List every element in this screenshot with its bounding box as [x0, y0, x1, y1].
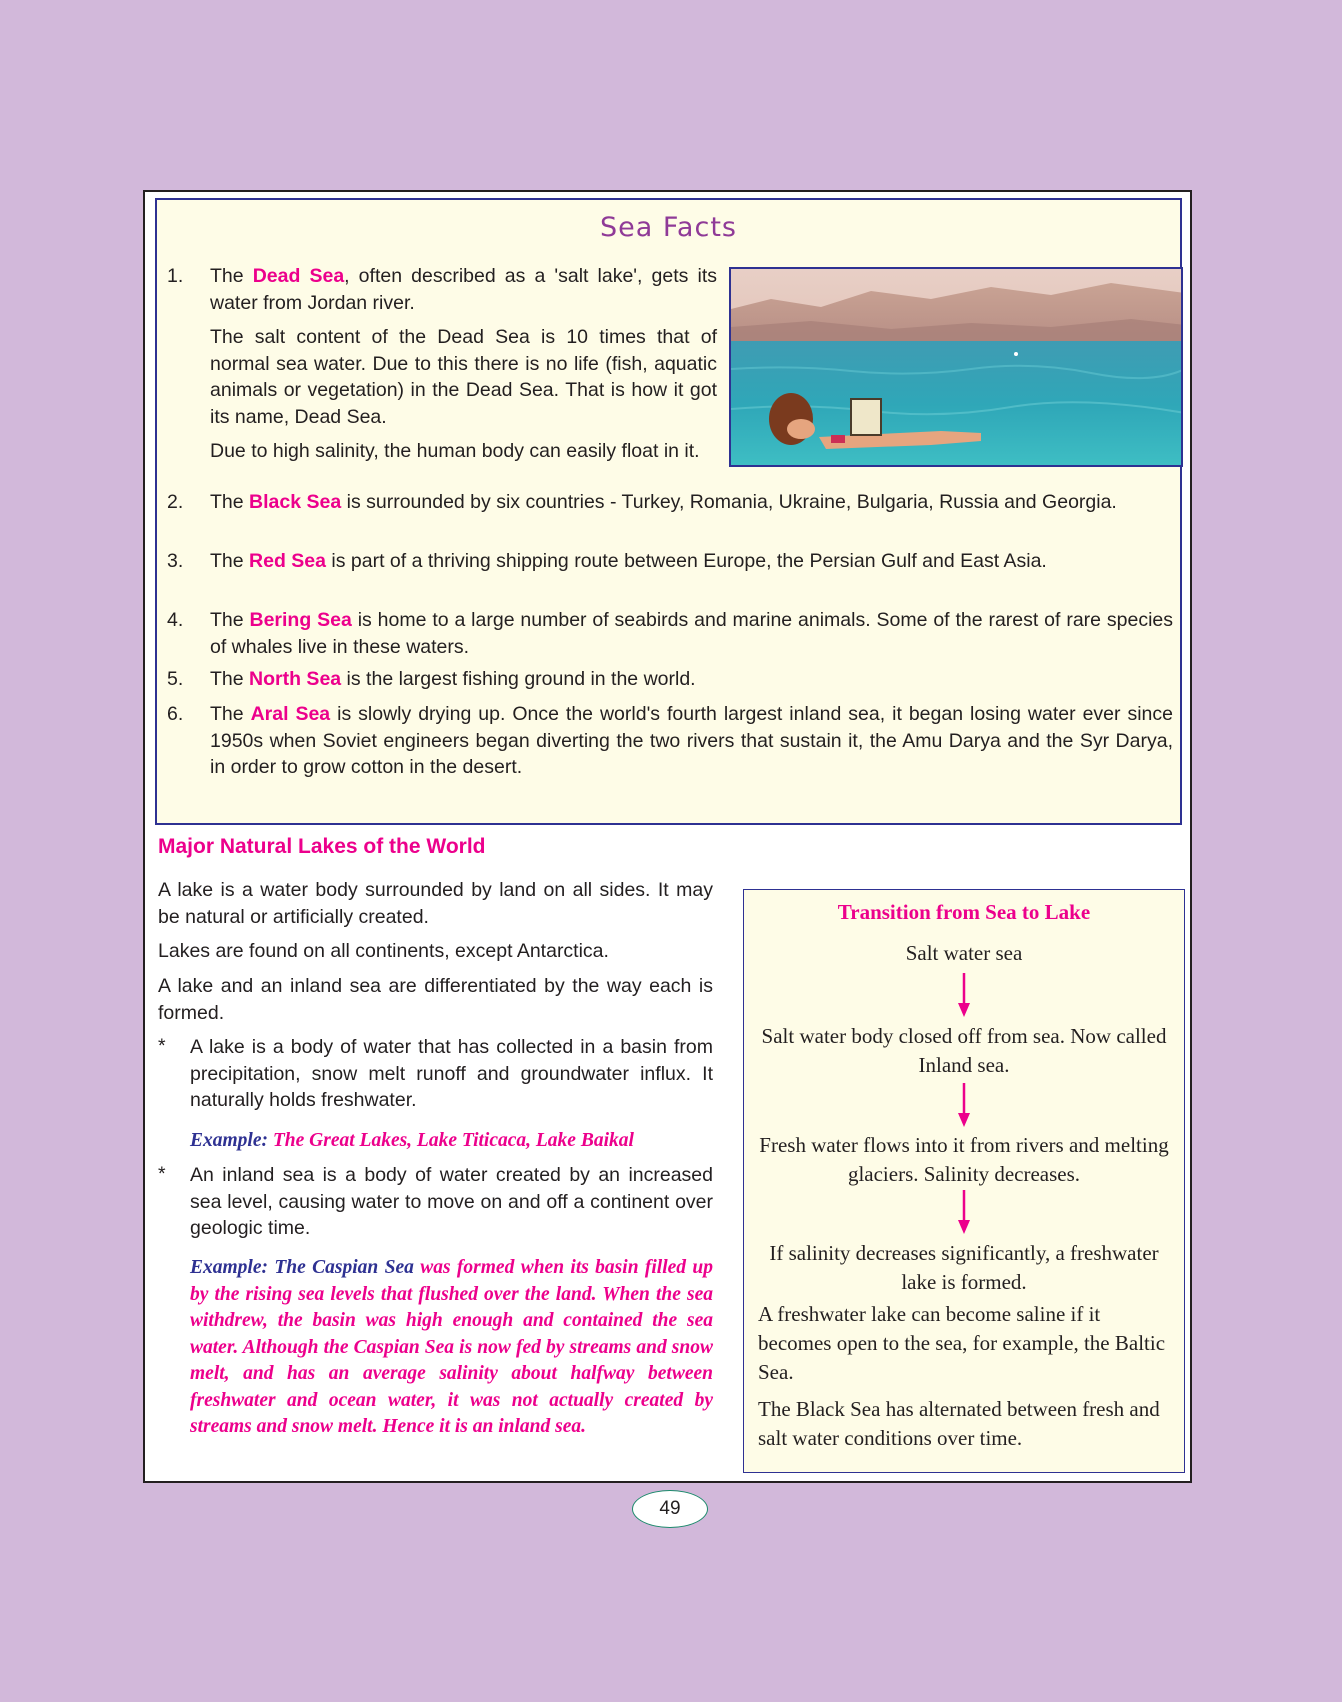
transition-note-1: A freshwater lake can become saline if it becomes open to the sea, for example, the Baltic Sea.	[758, 1302, 1166, 1384]
lakes-heading: Major Natural Lakes of the World	[158, 835, 486, 858]
lakes-paragraph: Lakes are found on all continents, except Antarctica.	[158, 940, 609, 962]
fact-number: 5.	[167, 668, 184, 690]
fact-number: 3.	[167, 550, 184, 572]
inland-sea-example	[190, 1255, 713, 1441]
inland-sea-definition-bullet: An inland sea is a body of water created by an increased sea level, causing water to move on and off a continent over geologic time.	[190, 1164, 713, 1239]
fact-post: is surrounded by six countries - Turkey, Romania, Ukraine, Bulgaria, Russia and Georgia.	[341, 491, 1117, 513]
fact-pre: The	[210, 265, 253, 287]
example-label: Example	[190, 1130, 262, 1151]
transition-box	[743, 889, 1185, 1473]
example-label: Example	[190, 1257, 262, 1278]
sea-name-highlight: Dead Sea	[252, 265, 345, 287]
fact-text	[210, 489, 1173, 516]
fact-number: 4.	[167, 609, 184, 631]
fact-pre: The	[210, 668, 250, 690]
page-number: 49	[632, 1490, 708, 1528]
arrow-down-icon	[956, 1190, 972, 1234]
fact-paragraph: The salt content of the Dead Sea is 10 times that of normal sea water. Due to this there is no life (fish, aquatic animals or vegetation) in the Dead Sea. That is how it got its name, Dead Sea.	[210, 326, 717, 428]
arrow-down-icon	[956, 973, 972, 1017]
fact-text	[210, 666, 1173, 693]
transition-step-2: Salt water body closed off from sea. Now called Inland sea.	[761, 1024, 1167, 1077]
lake-definition-bullet: A lake is a body of water that has collected in a basin from precipitation, snow melt runoff and groundwater influx. It naturally holds freshwater.	[190, 1036, 713, 1111]
fact-item-1	[167, 263, 717, 465]
fact-pre: The	[210, 609, 250, 631]
sea-name-highlight: Aral Sea	[250, 703, 331, 725]
dead-sea-photo	[729, 267, 1183, 467]
fact-text	[210, 263, 717, 316]
fact-item-3	[167, 548, 1173, 575]
bullet-marker: *	[158, 1035, 166, 1057]
transition-step-1: Salt water sea	[905, 941, 1023, 965]
fact-post: , often described as a 'salt lake', gets its water from Jordan river.	[210, 265, 717, 314]
lakes-paragraph: A lake is a water body surrounded by land on all sides. It may be natural or artificially created.	[158, 879, 713, 928]
fact-post: is home to a large number of seabirds and marine animals. Some of the rarest of rare species of whales live in these waters.	[210, 609, 1173, 658]
fact-pre: The	[210, 550, 250, 572]
example-text: was formed when its basin filled up by the rising sea levels that flushed over the land. When the sea withdrew, the basin was high enough and contained the sea water. Although the Caspian Sea is now fed by streams and snow melt, and has an average salinity about halfway between freshwater and ocean water, it was not actually created by streams and snow melt. Hence it is an inland sea.	[190, 1257, 713, 1437]
fact-text	[210, 701, 1173, 781]
fact-paragraph: Due to high salinity, the human body can easily float in it.	[210, 440, 700, 462]
fact-post: is the largest fishing ground in the world.	[341, 668, 696, 690]
fact-number: 6.	[167, 703, 184, 725]
sea-name-highlight: Red Sea	[249, 550, 326, 572]
dead-sea-photo-illustration	[731, 269, 1183, 467]
sea-name-highlight: North Sea	[249, 668, 342, 690]
arrow-down-icon	[956, 1083, 972, 1127]
example-text: The Great Lakes, Lake Titicaca, Lake Baikal	[268, 1130, 634, 1151]
sea-facts-box	[155, 198, 1182, 825]
example-colon: :	[261, 1257, 268, 1278]
transition-note-2: The Black Sea has alternated between fresh and salt water conditions over time.	[758, 1397, 1160, 1450]
fact-item-5	[167, 666, 1173, 693]
fact-item-6	[167, 701, 1173, 781]
sea-name-highlight: Bering Sea	[249, 609, 352, 631]
sea-facts-title: Sea Facts	[600, 212, 737, 243]
example-sea-name: The Caspian Sea	[268, 1257, 414, 1278]
fact-post: is slowly drying up. Once the world's fourth largest inland sea, it began losing water ever since 1950s when Soviet engineers began diverting the two rivers that sustain it, the Amu Darya and the Syr Darya, in order to grow cotton in the desert.	[210, 703, 1173, 778]
example-colon: :	[261, 1130, 268, 1151]
fact-number: 2.	[167, 491, 184, 513]
fact-pre: The	[210, 703, 251, 725]
lakes-paragraph: A lake and an inland sea are differentiated by the way each is formed.	[158, 975, 713, 1024]
transition-step-3: Fresh water flows into it from rivers and melting glaciers. Salinity decreases.	[759, 1133, 1169, 1186]
transition-title: Transition from Sea to Lake	[837, 900, 1091, 924]
fact-item-4	[167, 607, 1173, 660]
fact-post: is part of a thriving shipping route between Europe, the Persian Gulf and East Asia.	[325, 550, 1047, 572]
transition-step-4: If salinity decreases significantly, a freshwater lake is formed.	[769, 1241, 1159, 1294]
fact-number: 1.	[167, 265, 184, 287]
fact-pre: The	[210, 491, 250, 513]
sea-name-highlight: Black Sea	[249, 491, 342, 513]
fact-text	[210, 607, 1173, 660]
bullet-marker: *	[158, 1163, 166, 1185]
lake-example	[190, 1128, 713, 1155]
page	[143, 190, 1192, 1483]
fact-text	[210, 548, 1173, 575]
fact-item-2	[167, 489, 1173, 516]
